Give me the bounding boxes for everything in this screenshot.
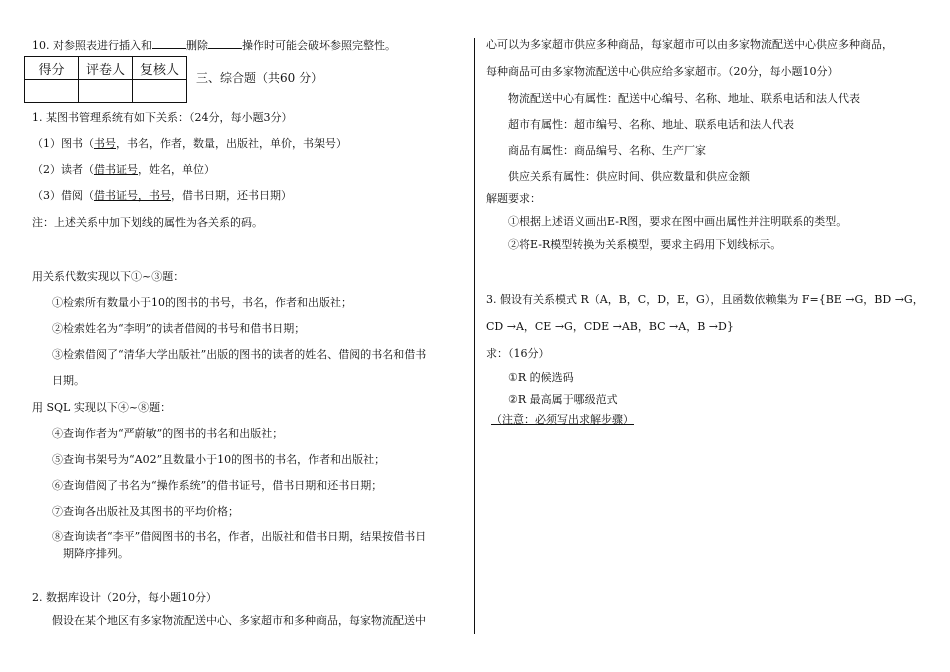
score-cell [79,80,133,103]
attr-product: 商品有属性：商品编号、名称、生产厂家 [508,144,706,157]
sql-item-4: ④查询作者为“严蔚敏”的图书的书名和出版社； [52,427,284,440]
ra-item-1: ①检索所有数量小于10的图书的书号，书名，作者和出版社； [52,296,352,309]
q10-text-pre: 10. 对参照表进行插入和 [32,39,152,52]
fill-blank [152,38,186,49]
q1-intro: 1. 某图书管理系统有如下关系：（24分，每小题3分） [32,111,293,124]
q2-title: 2. 数据库设计（20分，每小题10分） [32,591,217,604]
relation-book [32,137,347,151]
sql-item-8-cont: 期降序排列。 [63,547,129,560]
ra-item-3-cont: 日期。 [52,374,85,387]
relation-borrow-pre: （3）借阅（ [32,189,94,202]
ra-item-2: ②检索姓名为“李明”的读者借阅的书号和借书日期； [52,322,306,335]
q2-paragraph-cont-2: 每种商品可由多家物流配送中心供应给多家超市。（20分，每小题10分） [486,65,839,78]
score-table [24,56,187,103]
q1-note: 注：上述关系中加下划线的属性为各关系的码。 [32,216,263,229]
requirement-1: ①根据上述语义画出E-R图，要求在图中画出属性并注明联系的类型。 [508,215,848,228]
sql-item-8: ⑧查询读者“李平”借阅图书的书名，作者，出版社和借书日期，结果按借书日 [52,530,427,543]
sql-item-7: ⑦查询各出版社及其图书的平均价格； [52,505,239,518]
question-10 [32,38,396,53]
relation-borrow-key: 借书证号，书号 [94,189,171,202]
score-cell [133,80,187,103]
relation-book-key: 书号 [94,137,116,150]
ra-item-3: ③检索借阅了“清华大学出版社”出版的图书的读者的姓名、借阅的书名和借书 [52,348,427,361]
relation-borrow-post: ，借书日期，还书日期） [171,189,292,202]
relation-borrow [32,189,292,203]
fill-blank [208,38,242,49]
relation-reader-key: 借书证号 [94,163,138,176]
attr-supply: 供应关系有属性：供应时间、供应数量和供应金额 [508,170,750,183]
relation-book-pre: （1）图书（ [32,137,94,150]
score-header-reviewer: 复核人 [133,57,187,80]
requirement-2: ②将E-R模型转换为关系模型，要求主码用下划线标示。 [508,238,782,251]
q2-paragraph-cont-1: 心可以为多家超市供应多种商品，每家超市可以由多家物流配送中心供应多种商品， [486,38,893,51]
sql-title: 用 SQL 实现以下④~⑧题： [32,401,172,414]
q10-text-mid: 删除 [186,39,208,52]
requirements-title: 解题要求： [486,192,541,205]
attr-distribution-center: 物流配送中心有属性：配送中心编号、名称、地址、联系电话和法人代表 [508,92,860,105]
relation-reader [32,163,215,177]
q10-text-post: 操作时可能会破坏参照完整性。 [242,39,396,52]
relation-reader-pre: （2）读者（ [32,163,94,176]
attr-supermarket: 超市有属性：超市编号、名称、地址、联系电话和法人代表 [508,118,794,131]
q3-line-2: CD →A，CE →G，CDE →AB，BC →A，B →D} [486,320,734,333]
q3-item-1: ①R 的候选码 [508,371,574,384]
column-divider [474,38,475,634]
score-header-grader: 评卷人 [79,57,133,80]
relation-book-post: ，书名，作者，数量，出版社，单价，书架号） [116,137,347,150]
section-title: 三、综合题（共60 分） [196,71,324,85]
score-cell [25,80,79,103]
q3-item-2: ②R 最高属于哪级范式 [508,393,618,406]
score-header-score: 得分 [25,57,79,80]
q3-line-1: 3. 假设有关系模式 R（A，B，C，D，E，G），且函数依赖集为 F={BE →G，BD →G， [486,293,924,306]
q2-paragraph-start: 假设在某个地区有多家物流配送中心、多家超市和多种商品，每家物流配送中 [52,614,426,627]
q3-ask: 求：（16分） [486,347,550,360]
sql-item-6: ⑥查询借阅了书名为“操作系统”的借书证号，借书日期和还书日期； [52,479,383,492]
relation-reader-post: ，姓名，单位） [138,163,215,176]
sql-item-5: ⑤查询书架号为“A02”且数量小于10的图书的书名，作者和出版社； [52,453,386,466]
relational-algebra-title: 用关系代数实现以下①~③题： [32,270,185,283]
q3-note: （注意：必须写出求解步骤） [491,413,634,426]
